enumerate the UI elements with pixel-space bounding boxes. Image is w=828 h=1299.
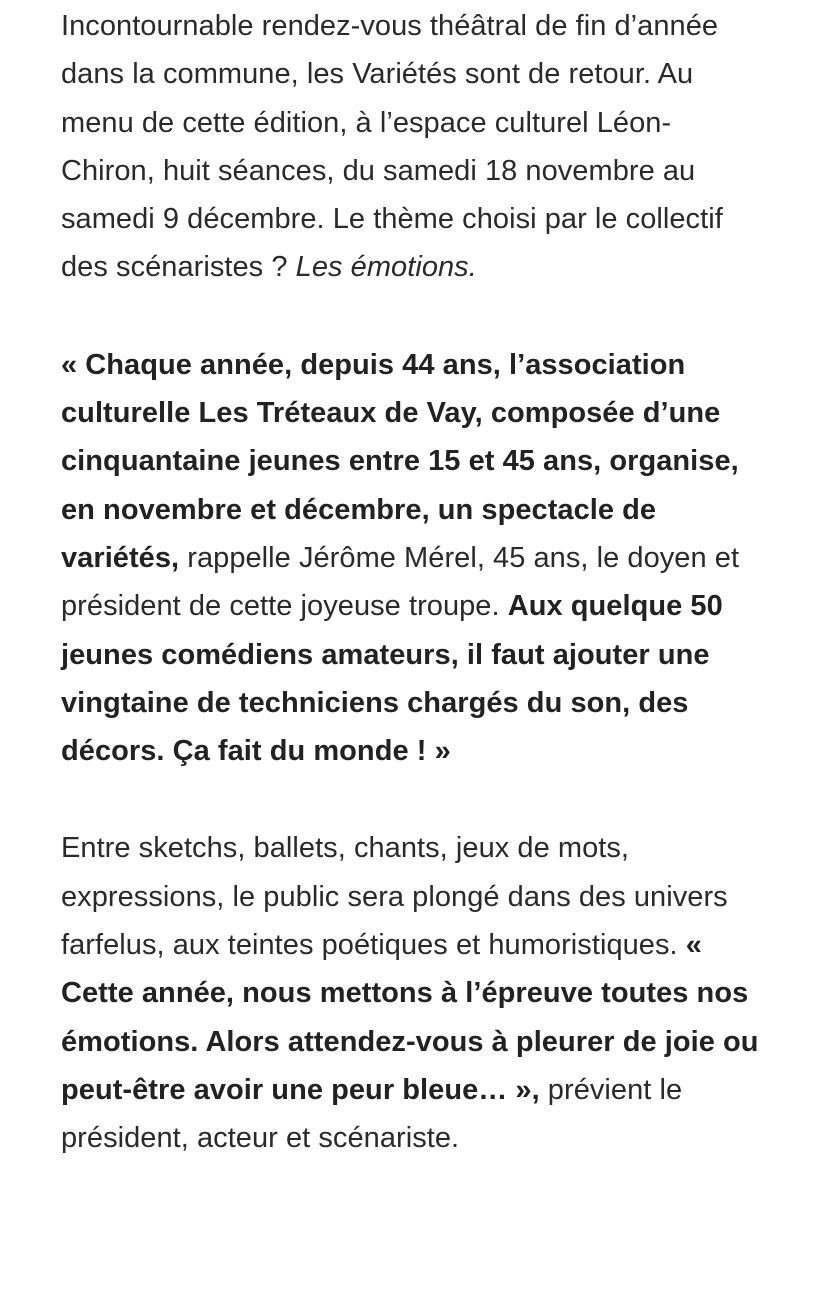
quote-emotions: « Cette année, nous mettons à l’épreuve toutes nos émotions. Alors attendez-vous à pleurer de joie ou peut-être avoir une peur bleue… », (61, 929, 759, 1106)
closing-attribution: prévient le président, acteur et scénariste. (61, 1073, 683, 1155)
quote-part-2: Aux quelque 50 jeunes comédiens amateurs, il faut ajouter une vingtaine de techniciens chargés du son, des décors. Ça fait du monde ! » (61, 590, 723, 768)
quote-part-1: « Chaque année, depuis 44 ans, l’association culturelle Les Tréteaux de Vay, composée d’une cinquantaine jeunes entre 15 et 45 ans, organise, en novembre et décembre, un spectacle de variétés, (61, 348, 739, 574)
article-body (61, 2, 761, 1163)
paragraph-show-description (61, 824, 761, 1162)
description-text: Entre sketchs, ballets, chants, jeux de mots, expressions, le public sera plongé dans des univers farfelus, aux teintes poétiques et humoristiques. (61, 832, 728, 962)
attribution-text: rappelle Jérôme Mérel, 45 ans, le doyen et président de cette joyeuse troupe. (61, 541, 740, 623)
intro-theme-italic: Les émotions. (295, 251, 477, 284)
paragraph-intro (61, 2, 761, 292)
paragraph-quote-president (61, 341, 761, 776)
intro-text: Incontournable rendez-vous théâtral de fin d’année dans la commune, les Variétés sont de retour. Au menu de cette édition, à l’espace culturel Léon-Chiron, huit séances, du samedi 18 novembre au samedi 9 décembre. Le thème choisi par le collectif des scénaristes ? (61, 10, 723, 284)
